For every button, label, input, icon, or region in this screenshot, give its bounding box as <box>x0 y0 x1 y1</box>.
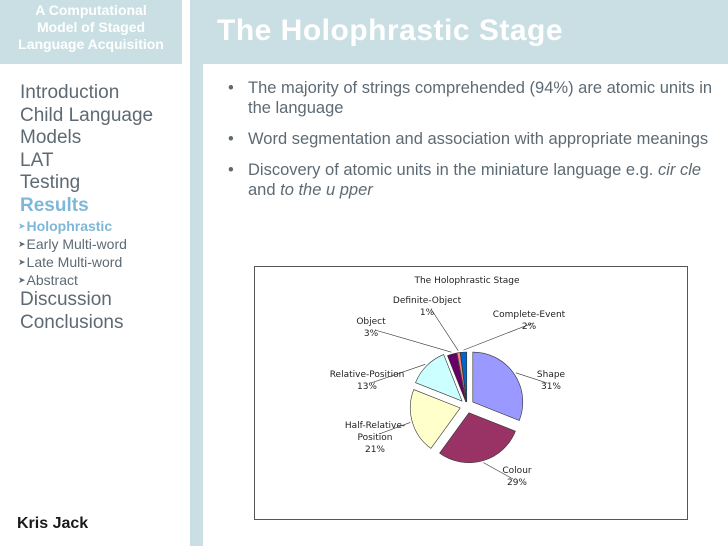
nav-item-models[interactable]: Models <box>20 127 82 148</box>
bullet-text: Discovery of atomic units in the miniature language e.g. <box>248 161 658 179</box>
slice-label: Relative-Position <box>329 370 405 380</box>
leader-line <box>431 309 458 351</box>
presentation-title-line: Model of Staged <box>36 19 146 35</box>
bullet-item <box>226 160 716 200</box>
nav-item-testing[interactable]: Testing <box>20 172 81 193</box>
bullet-item <box>226 129 716 149</box>
slice-percent: 31% <box>540 382 562 392</box>
slice-label: Definite-Object <box>392 296 462 306</box>
title-bar <box>203 0 728 64</box>
slice-label: Object <box>356 317 386 327</box>
pie-slice-shape <box>473 352 523 420</box>
slice-label: Colour <box>502 466 532 476</box>
nav-subitem-late-multi-word[interactable] <box>18 253 153 271</box>
leader-line <box>375 330 451 352</box>
bullet-list <box>226 78 716 211</box>
pie-chart <box>254 266 688 520</box>
nav-subitem-label: Holophrastic <box>26 218 113 234</box>
slice-percent: 3% <box>363 329 379 339</box>
slice-label: Half-Relative-Position <box>344 421 406 443</box>
slice-percent: 13% <box>356 382 378 392</box>
slide-title: The Holophrastic Stage <box>217 14 564 47</box>
example-term: to the u pper <box>280 181 373 199</box>
slice-percent: 2% <box>521 322 537 332</box>
nav-subitem-label: Late Multi-word <box>26 254 123 270</box>
bullet-text-joiner: and <box>248 181 281 199</box>
presentation-title <box>0 0 182 64</box>
sidebar <box>0 0 182 546</box>
example-term: cir cle <box>657 161 702 179</box>
nav-item-lat[interactable]: LAT <box>20 149 54 171</box>
bullet-dot-icon: • <box>228 79 234 97</box>
arrow-bullet-icon: ➤ <box>18 275 26 285</box>
slice-percent: 29% <box>506 478 528 488</box>
nav-item-discussion[interactable]: Discussion <box>20 289 112 310</box>
slice-label: Shape <box>536 370 566 380</box>
nav-subitem-label: Early Multi-word <box>26 236 127 252</box>
pie-chart-svg <box>255 267 689 521</box>
presentation-title-line: Language Acquisition <box>18 36 164 52</box>
nav-subitem-label: Abstract <box>26 272 78 288</box>
arrow-bullet-icon: ➤ <box>18 221 26 231</box>
presentation-title-line: A Computational <box>35 2 147 18</box>
slice-percent: 21% <box>364 445 386 455</box>
nav-item-results[interactable]: Results <box>20 194 89 216</box>
chart-title: The Holophrastic Stage <box>414 276 520 286</box>
nav-subitem-holophrastic[interactable] <box>18 217 153 235</box>
arrow-bullet-icon: ➤ <box>18 257 26 267</box>
bullet-dot-icon: • <box>228 161 234 179</box>
section-nav <box>20 82 153 334</box>
bullet-item <box>226 78 716 118</box>
bullet-dot-icon: • <box>228 130 234 148</box>
slice-percent: 1% <box>419 308 435 318</box>
arrow-bullet-icon: ➤ <box>18 239 26 249</box>
nav-item-conclusions[interactable]: Conclusions <box>20 311 124 333</box>
nav-item-introduction[interactable]: Introduction <box>20 82 120 103</box>
vertical-divider <box>190 0 203 546</box>
nav-subitem-abstract[interactable] <box>18 271 153 289</box>
bullet-text: Word segmentation and association with appropriate meanings <box>248 130 709 148</box>
nav-item-child-language[interactable]: Child Language <box>20 104 154 126</box>
slice-label: Complete-Event <box>492 310 566 320</box>
author-name: Kris Jack <box>17 515 89 532</box>
nav-subitem-early-multi-word[interactable] <box>18 235 153 253</box>
bullet-text: The majority of strings comprehended (94%) are atomic units in the language <box>248 79 713 117</box>
